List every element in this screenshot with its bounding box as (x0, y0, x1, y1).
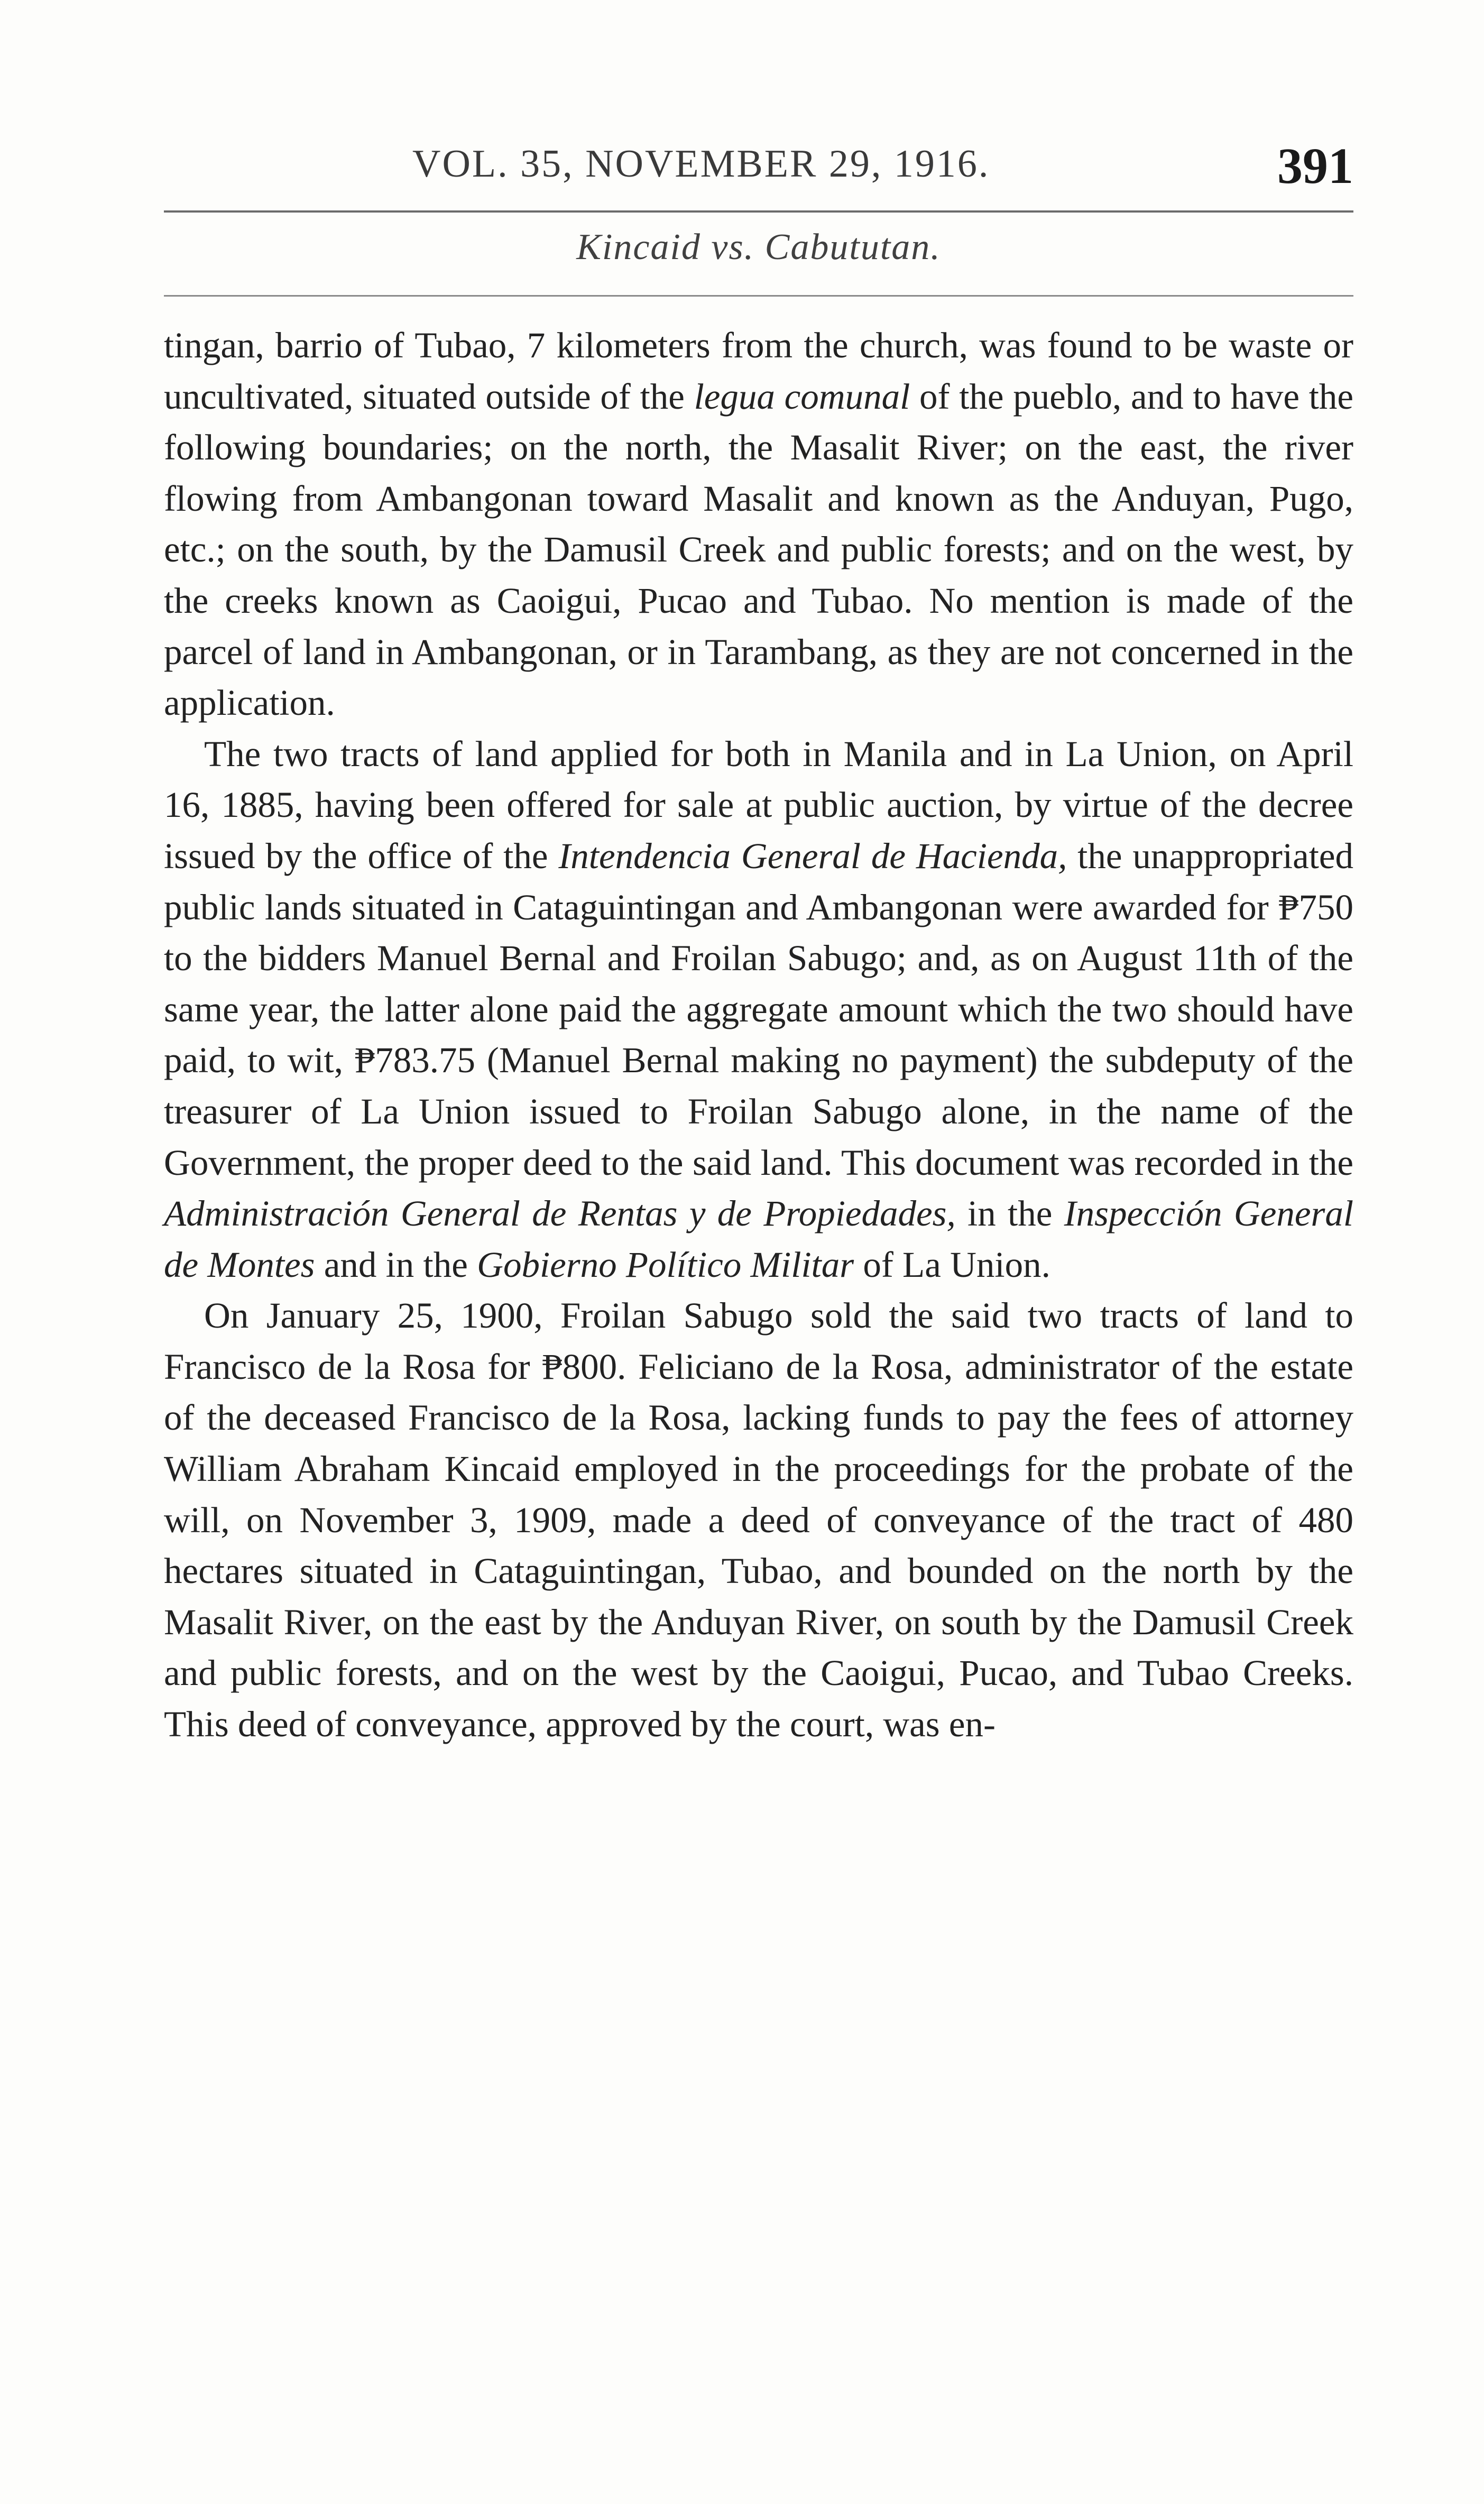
paragraph-2-text-d: and in the (315, 1244, 477, 1285)
paragraph-2 (164, 729, 1353, 1291)
paragraph-2-text-a: The two tracts of land applied for both in Manila and in La Union, on April 16, 1885, having been offered for sale at public auction, by virtue of the decree issued by the office of the (164, 733, 1353, 876)
paragraph-1-text-b: of the pueblo, and to have the following boundaries; on the north, the Masalit River; on the east, the river flowing from Ambangonan toward Masalit and known as the Anduyan, Pugo, etc.; on the south, by the Damusil Creek and public forests; and on the west, by the creeks known as Caoigui, Pucao and Tubao. No mention is made of the parcel of land in Ambangonan, or in Tarambang, as they are not concerned in the application. (164, 376, 1354, 723)
paragraph-2-italic-1: Intendencia General de Hacienda, (558, 835, 1067, 876)
paragraph-1-text-a: tingan, barrio of Tubao, 7 kilometers from the church, was found to be waste or uncultivated, situated outside of the (164, 325, 1353, 417)
paragraph-2-text-e: of La Union. (854, 1244, 1050, 1285)
paragraph-3 (164, 1290, 1353, 1750)
header-rule-top (164, 210, 1353, 213)
paragraph-3-text: On January 25, 1900, Froilan Sabugo sold the said two tracts of land to Francisco de la Rosa for ₱800. Feliciano de la Rosa, administrator of the estate of the deceased Francisco de la Rosa, lacking funds to pay the fees of attorney William Abraham Kincaid employed in the proceedings for the probate of the will, on November 3, 1909, made a deed of conveyance of the tract of 480 hectares situated in Cataguintingan, Tubao, and bounded on the north by the Masalit River, on the east by the Anduyan River, on south by the Damusil Creek and public forests, and on the west by the Caoigui, Pucao, and Tubao Creeks. This deed of conveyance, approved by the court, was en- (164, 1295, 1353, 1745)
volume-date-heading: VOL. 35, NOVEMBER 29, 1916. (412, 142, 990, 186)
running-head (169, 132, 1353, 201)
paragraph-2-italic-4: Gobierno Político Militar (477, 1244, 854, 1285)
header-rule-bottom (164, 295, 1353, 297)
paragraph-1 (164, 320, 1353, 729)
paragraph-2-italic-3: Inspección General de Montes (164, 1193, 1353, 1285)
paragraph-2-italic-2: Administración General de Rentas y de Propiedades, (164, 1193, 956, 1234)
paragraph-2-text-c: in the (955, 1193, 1064, 1234)
case-title: Kincaid vs. Cabututan. (576, 227, 941, 268)
paragraph-2-text-b: the unappropriated public lands situated in Cataguintingan and Ambangonan were awarded for ₱750 to the bidders Manuel Bernal and Froilan Sabugo; and, as on August 11th of the same year, the latter alone paid the aggregate amount which the two should have paid, to wit, ₱783.75 (Manuel Bernal making no payment) the subdeputy of the treasurer of La Union issued to Froilan Sabugo alone, in the name of the Government, the proper deed to the said land. This document was recorded in the (164, 835, 1354, 1183)
page-number: 391 (1277, 137, 1353, 194)
paragraph-1-italic-1: legua comunal (694, 376, 910, 417)
body-text (164, 320, 1353, 1750)
